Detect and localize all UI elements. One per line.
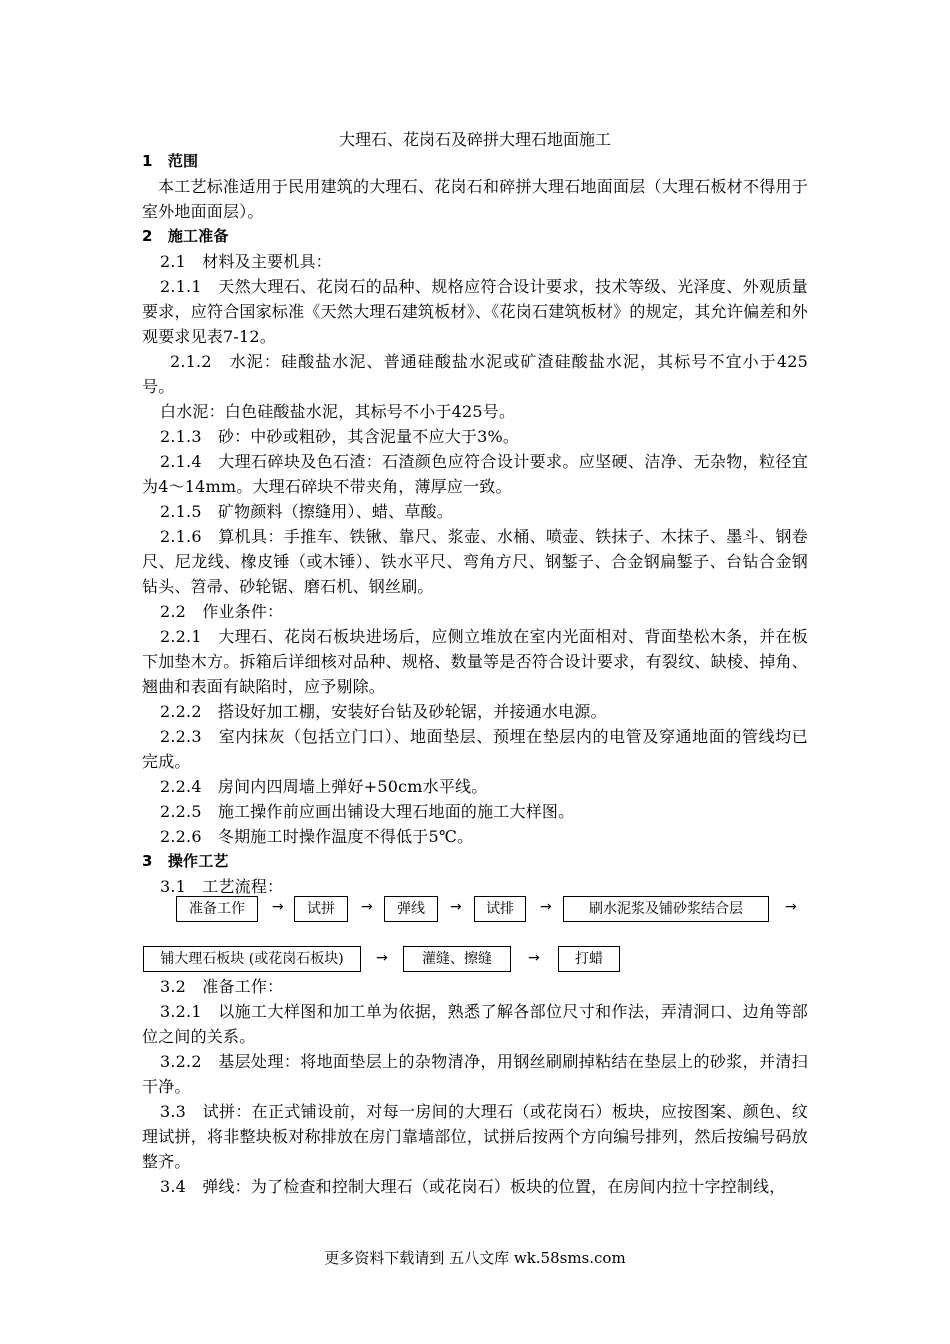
clause-2-2-5: 2.2.5 施工操作前应画出铺设大理石地面的施工大样图。 <box>160 802 575 821</box>
flow-step-grout-joints: 灌缝、擦缝 <box>403 946 511 972</box>
clause-3-2-1: 3.2.1 以施工大样图和加工单为依据，熟悉了解各部位尺寸和作法，弄清洞口、边角等部位之间的关系。 <box>142 1002 808 1046</box>
body-text-lower <box>142 974 808 1199</box>
clause-2-1-3: 2.1.3 砂：中砂或粗砂，其含泥量不应大于3%。 <box>160 427 520 446</box>
clause-3-4: 3.4 弹线：为了检查和控制大理石（或花岗石）板块的位置，在房间内拉十字控制线， <box>160 1177 786 1196</box>
flow-arrow: → <box>361 899 373 915</box>
flow-step-snap-line: 弹线 <box>384 896 438 922</box>
clause-2-2-2: 2.2.2 搭设好加工棚，安装好台钻及砂轮锯，并接通水电源。 <box>160 702 607 721</box>
section-1-heading: 1 范围 <box>142 152 199 170</box>
flow-arrow: → <box>450 899 462 915</box>
clause-2-2-4: 2.2.4 房间内四周墙上弹好+50cm水平线。 <box>160 777 488 796</box>
flow-arrow: → <box>785 899 797 915</box>
flow-step-waxing: 打蜡 <box>558 946 620 972</box>
flow-arrow: → <box>272 899 284 915</box>
clause-2-2-3: 2.2.3 室内抹灰（包括立门口）、地面垫层、预埋在垫层内的电管及穿通地面的管线均已完成。 <box>142 727 808 771</box>
clause-2-1-4: 2.1.4 大理石碎块及色石渣：石渣颜色应符合设计要求。应坚硬、洁净、无杂物，粒径宜为4～14mm。大理石碎块不带夹角，薄厚应一致。 <box>142 452 808 496</box>
section-3-heading: 3 操作工艺 <box>142 852 229 870</box>
clause-3-1: 3.1 工艺流程： <box>160 877 284 896</box>
flow-arrow: → <box>540 899 552 915</box>
body-text-upper <box>142 149 808 899</box>
flow-step-trial-fit: 试拼 <box>294 896 348 922</box>
clause-2-1-6: 2.1.6 算机具：手推车、铁锹、靠尺、浆壶、水桶、喷壶、铁抹子、木抹子、墨斗、钢卷尺、尼龙线、橡皮锤（或木锤）、铁水平尺、弯角方尺、钢錾子、合金钢扁錾子、台钻合金钢钻头、笤帚、砂轮锯、磨石机、钢丝刷。 <box>142 527 808 596</box>
flow-step-prepare: 准备工作 <box>176 896 258 922</box>
clause-2-1-1: 2.1.1 天然大理石、花岗石的品种、规格应符合设计要求，技术等级、光泽度、外观质量要求，应符合国家标准《天然大理石建筑板材》、《花岗石建筑板材》的规定，其允许偏差和外观要求见表7-12。 <box>142 277 808 346</box>
clause-3-2-2: 3.2.2 基层处理：将地面垫层上的杂物清净，用钢丝刷刷掉粘结在垫层上的砂浆，并清扫干净。 <box>142 1052 808 1096</box>
clause-2-2-6: 2.2.6 冬期施工时操作温度不得低于5℃。 <box>160 827 474 846</box>
clause-3-2: 3.2 准备工作： <box>160 977 284 996</box>
clause-2-2: 2.2 作业条件： <box>160 602 284 621</box>
flow-step-trial-layout: 试排 <box>474 896 526 922</box>
flow-step-lay-slabs: 铺大理石板块 (或花岗石板块) <box>143 946 361 972</box>
document-title: 大理石、花岗石及碎拼大理石地面施工 <box>338 130 611 149</box>
clause-2-1-2-white-cement: 白水泥：白色硅酸盐水泥，其标号不小于425号。 <box>160 402 516 421</box>
clause-2-2-1: 2.2.1 大理石、花岗石板块进场后，应侧立堆放在室内光面相对、背面垫松木条，并在板下加垫木方。拆箱后详细核对品种、规格、数量等是否符合设计要求，有裂纹、缺棱、掉角、翘曲和表面有缺陷时，应予剔除。 <box>142 627 808 696</box>
clause-2-1: 2.1 材料及主要机具： <box>160 252 332 271</box>
flow-arrow: → <box>376 950 388 966</box>
clause-2-1-2: 2.1.2 水泥：硅酸盐水泥、普通硅酸盐水泥或矿渣硅酸盐水泥，其标号不宜小于425号。 <box>142 352 808 396</box>
page-footer: 更多资料下载请到 五八文库 wk.58sms.com <box>324 1249 626 1267</box>
flow-step-mortar-bed: 刷水泥浆及铺砂浆结合层 <box>563 896 769 922</box>
section-2-heading: 2 施工准备 <box>142 227 229 245</box>
flow-arrow: → <box>528 950 540 966</box>
clause-2-1-5: 2.1.5 矿物颜料（擦缝用）、蜡、草酸。 <box>160 502 453 521</box>
clause-3-3: 3.3 试拼：在正式铺设前，对每一房间的大理石（或花岗石）板块，应按图案、颜色、纹理试拼，将非整块板对称排放在房门靠墙部位，试拼后按两个方向编号排列，然后按编号码放整齐。 <box>142 1102 808 1171</box>
section-1-body: 本工艺标准适用于民用建筑的大理石、花岗石和碎拼大理石地面面层（大理石板材不得用于室外地面面层）。 <box>142 177 808 221</box>
